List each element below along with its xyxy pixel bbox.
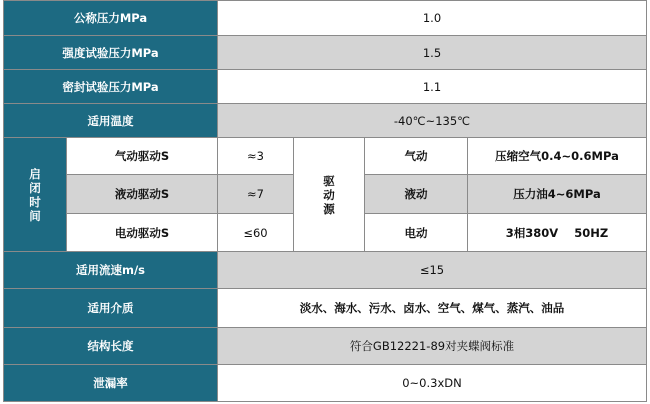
leakage-value: 0~0.3xDN <box>217 364 647 402</box>
temperature-label: 适用温度 <box>3 103 218 138</box>
pneumatic-drive-time: ≈3 <box>217 137 294 175</box>
temperature-value: -40℃~135℃ <box>217 103 647 138</box>
drive-source-label <box>293 137 365 252</box>
drive-spec-hydraulic: 压力油4~6MPa <box>467 174 647 214</box>
open-close-char: 时 <box>29 194 41 209</box>
seal-test-label: 密封试验压力MPa <box>3 69 218 104</box>
drive-spec-pneumatic: 压缩空气0.4~0.6MPa <box>467 137 647 175</box>
electric-drive-time: ≤60 <box>217 213 294 252</box>
strength-test-label: 强度试验压力MPa <box>3 35 218 70</box>
drive-source-char: 驱 <box>323 173 335 188</box>
hydraulic-drive-name: 液动驱动S <box>66 174 218 214</box>
hydraulic-drive-time: ≈7 <box>217 174 294 214</box>
drive-source-char: 动 <box>323 187 335 202</box>
nominal-pressure-label: 公称压力MPa <box>3 0 218 36</box>
open-close-char: 间 <box>29 208 41 223</box>
strength-test-value: 1.5 <box>217 35 647 70</box>
open-close-time-label <box>3 137 67 252</box>
flow-velocity-value: ≤15 <box>217 251 647 289</box>
drive-type-electric: 电动 <box>364 213 468 252</box>
drive-source-char: 源 <box>323 201 335 216</box>
length-label: 结构长度 <box>3 327 218 365</box>
open-close-char: 闭 <box>29 180 41 195</box>
leakage-label: 泄漏率 <box>3 364 218 402</box>
drive-type-hydraulic: 液动 <box>364 174 468 214</box>
flow-velocity-label: 适用流速m/s <box>3 251 218 289</box>
length-value: 符合GB12221-89对夹蝶阀标准 <box>217 327 647 365</box>
seal-test-value: 1.1 <box>217 69 647 104</box>
pneumatic-drive-name: 气动驱动S <box>66 137 218 175</box>
drive-spec-electric: 3相380V 50HZ <box>467 213 647 252</box>
electric-drive-name: 电动驱动S <box>66 213 218 252</box>
medium-value: 淡水、海水、污水、卤水、空气、煤气、蒸汽、油品 <box>217 288 647 328</box>
open-close-char: 启 <box>29 166 41 181</box>
drive-type-pneumatic: 气动 <box>364 137 468 175</box>
nominal-pressure-value: 1.0 <box>217 0 647 36</box>
medium-label: 适用介质 <box>3 288 218 328</box>
